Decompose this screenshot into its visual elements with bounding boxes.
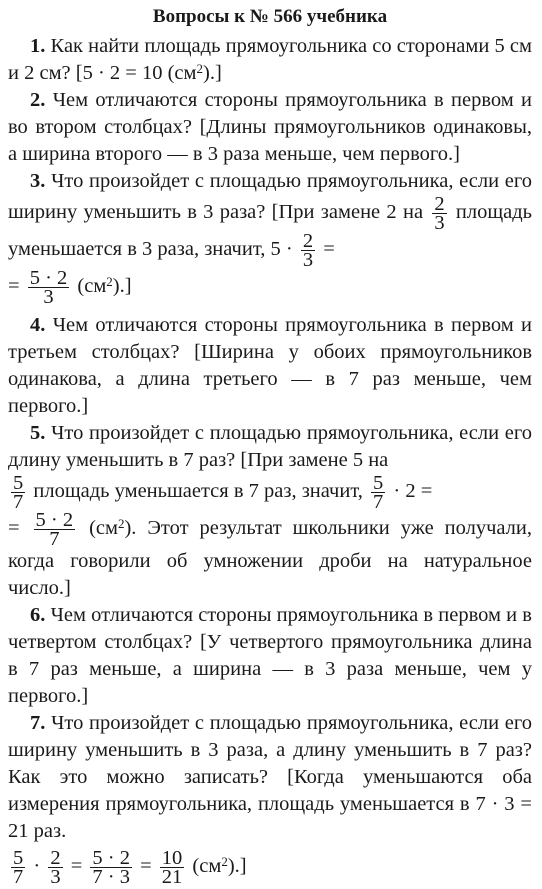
question-text: Как найти площадь прямоугольника со сторонами 5 см и 2 см? [5 · 2 = 10 (см (8, 35, 532, 84)
multiply-expression: · 2 = (393, 480, 433, 503)
question-5 (8, 420, 532, 602)
fraction: $\frac{5 \cdot 2}{7}$ (35, 509, 74, 550)
equals-sign: = (323, 238, 335, 261)
question-4 (8, 312, 532, 420)
equals-sign: = (140, 855, 152, 878)
question-text: Что произойдет с площадью прямоугольника, если его ширину уменьшить в 3 раза? [При замене 2 на (8, 170, 533, 224)
final-formula (8, 849, 532, 886)
question-tail: ).] (203, 62, 222, 84)
question-number: 5. (30, 422, 46, 444)
question-number: 2. (30, 89, 46, 111)
question-2 (8, 87, 532, 168)
unit: (см (89, 517, 118, 540)
equals-sign: = (70, 855, 83, 878)
question-7 (8, 710, 532, 845)
fraction: $\frac{5}{7}$ (13, 847, 24, 888)
question-number: 3. (30, 170, 46, 192)
superscript: 2 (221, 854, 228, 870)
question-text-mid: площадь уменьшается в 3 раза, значит, 5 · (8, 201, 533, 261)
question-tail: ).] (227, 855, 247, 878)
question-text: Что произойдет с площадью прямоугольника, если его ширину уменьшить в 3 раза, а длину уменьшить в 7 раз? Как это можно записать? [Когда уменьшаются оба измерения прямоугольника, площадь уменьшается в 7 · 3 = 21 раз. (8, 712, 533, 842)
question-1 (8, 33, 532, 87)
unit: (см (77, 275, 107, 298)
fraction: $\frac{5}{7}$ (13, 472, 24, 513)
fraction: $\frac{5 \cdot 2}{7 \cdot 3}$ (92, 847, 130, 888)
fraction: $\frac{2}{3}$ (50, 847, 61, 888)
fraction: $\frac{10}{21}$ (161, 847, 183, 888)
question-6 (8, 602, 532, 710)
question-number: 4. (30, 314, 46, 336)
multiply-sign: · (33, 855, 41, 878)
question-3 (8, 168, 532, 306)
question-text: Чем отличаются стороны прямоугольника в первом и во втором столбцах? [Длины прямоугольников одинаковы, а ширина второго — в 3 раза меньше, чем первого.] (8, 89, 532, 165)
question-number: 7. (30, 712, 46, 734)
question-text: Что произойдет с площадью прямоугольника, если его длину уменьшить в 7 раз? [При замене 5 на (8, 422, 533, 471)
superscript: 2 (117, 516, 125, 532)
fraction: $\frac{2}{3}$ (434, 193, 445, 234)
question-text-mid: площадь уменьшается в 7 раз, значит, (33, 480, 363, 503)
question-tail: ). Этот результат школьники уже получали, когда говорили об умножении дроби на натуральное число.] (8, 517, 533, 599)
page-title: Вопросы к № 566 учебника (152, 6, 388, 27)
fraction: $\frac{5}{7}$ (373, 472, 384, 513)
question-text: Чем отличаются стороны прямоугольника в первом и в четвертом столбцах? [У четвертого прямоугольника длина в 7 раз меньше, а ширина — в 3 раза меньше, чем у первого.] (8, 604, 532, 707)
question-number: 6. (30, 604, 46, 626)
superscript: 2 (196, 61, 204, 76)
fraction: $\frac{5 \cdot 2}{3}$ (29, 267, 68, 308)
question-tail: ).] (112, 275, 132, 298)
question-number: 1. (30, 35, 46, 57)
unit: (см (192, 855, 222, 878)
fraction: $\frac{2}{3}$ (302, 230, 314, 271)
equals-sign: = (8, 517, 20, 540)
question-text: Чем отличаются стороны прямоугольника в первом и третьем столбцах? [Ширина у обоих прямоугольников одинакова, а длина третьего — в 7 раз меньше, чем первого.] (8, 314, 532, 417)
superscript: 2 (106, 274, 113, 290)
equals-sign: = (8, 275, 20, 298)
